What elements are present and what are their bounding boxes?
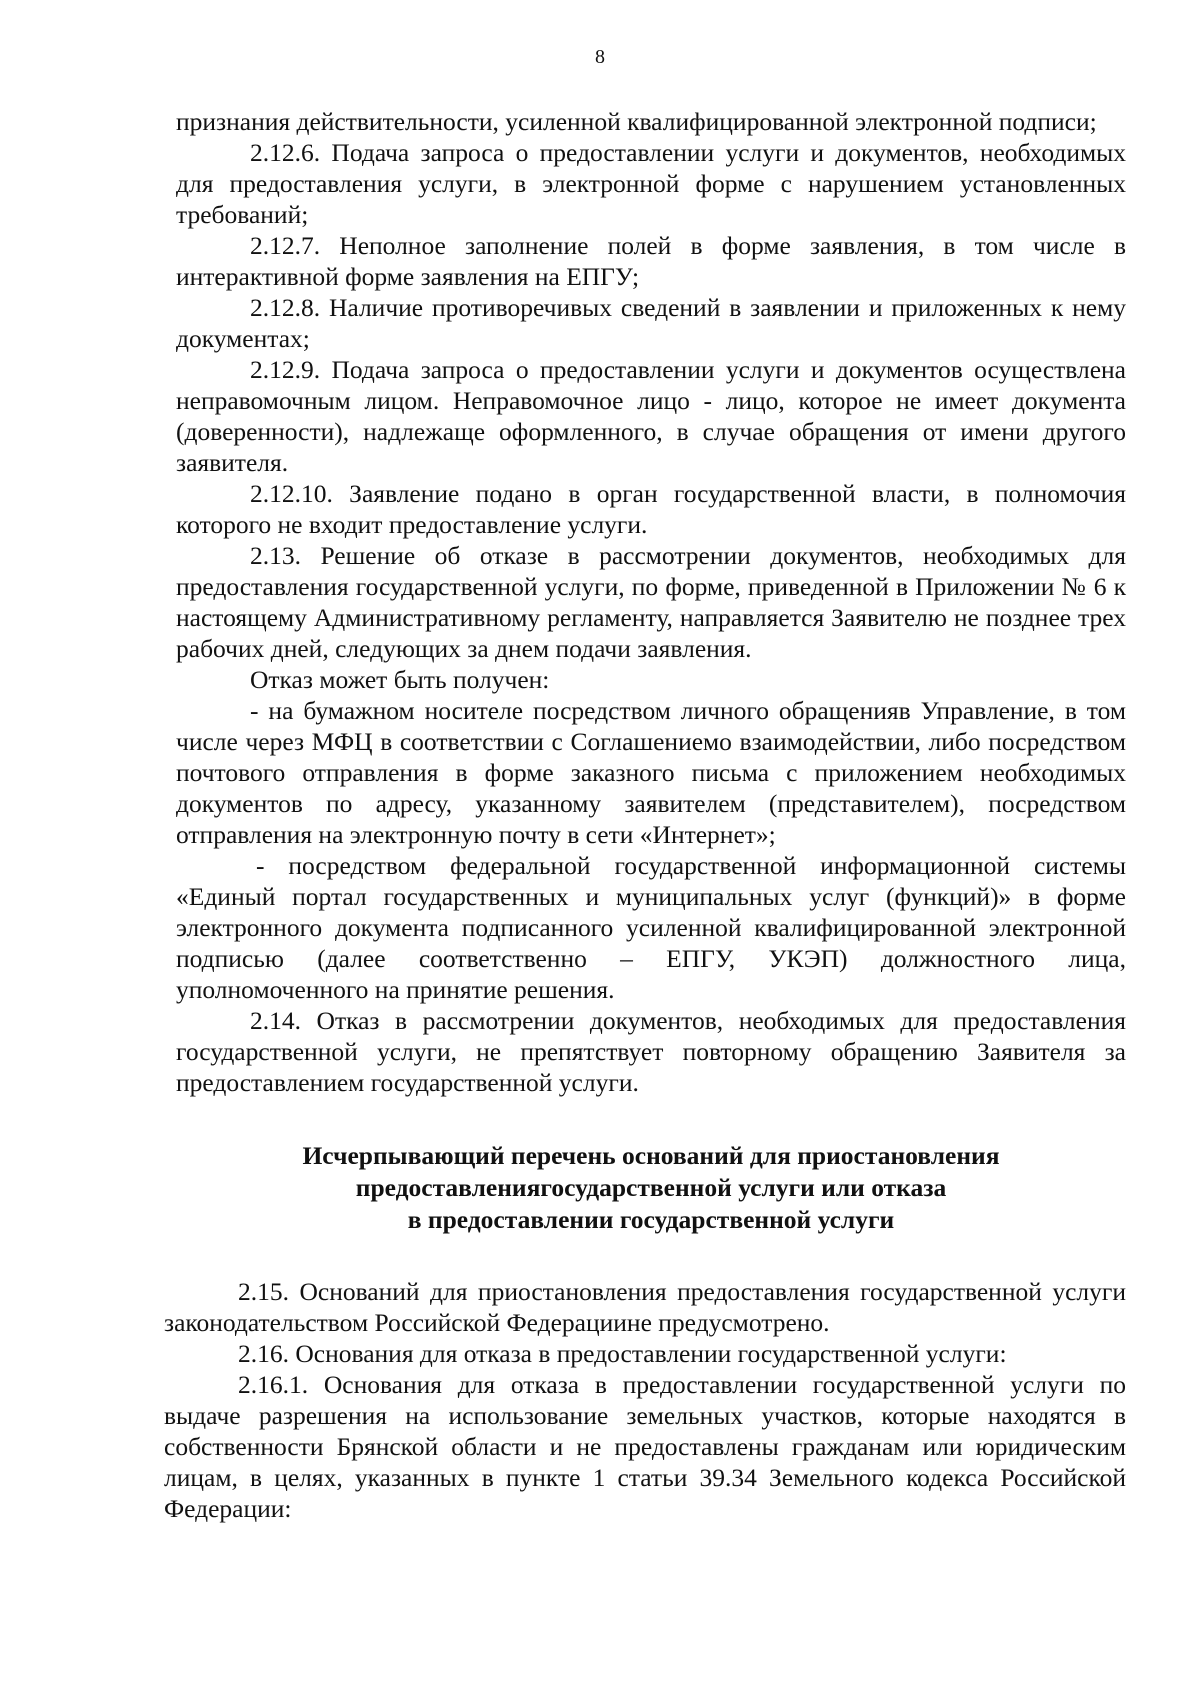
section-heading-line-3: в предоставлении государственной услуги bbox=[407, 1205, 895, 1234]
section-body bbox=[164, 1276, 1126, 1524]
page-number: 8 bbox=[595, 46, 605, 68]
section-heading bbox=[176, 1140, 1126, 1236]
paragraph-refusal-paper: - на бумажном носителе посредством личного обращенияв Управление, в том числе через МФЦ в соответствии с Соглашениемо взаимодействии, либо посредством почтового отправления в форме заказного письма с приложением необходимых документов по адресу, указанному заявителем (представителем), посредством отправления на электронную почту в сети «Интернет»; bbox=[176, 696, 1126, 849]
paragraph-2-16: 2.16. Основания для отказа в предоставлении государственной услуги: bbox=[238, 1339, 1007, 1368]
paragraph-2-12-10: 2.12.10. Заявление подано в орган государственной власти, в полномочия которого не входит предоставление услуги. bbox=[176, 479, 1126, 539]
section-heading-line-1: Исчерпывающий перечень оснований для приостановления bbox=[302, 1141, 1000, 1170]
paragraph-continuation: признания действительности, усиленной квалифицированной электронной подписи; bbox=[176, 107, 1097, 136]
paragraph-refusal-intro: Отказ может быть получен: bbox=[250, 665, 550, 694]
paragraph-2-12-7: 2.12.7. Неполное заполнение полей в форме заявления, в том числе в интерактивной форме заявления на ЕПГУ; bbox=[176, 231, 1126, 291]
paragraph-2-12-9: 2.12.9. Подача запроса о предоставлении услуги и документов осуществлена неправомочным лицом. Неправомочное лицо - лицо, которое не имеет документа (доверенности), надлежаще оформленного, в случае обращения от имени другого заявителя. bbox=[176, 355, 1126, 477]
paragraph-2-13: 2.13. Решение об отказе в рассмотрении документов, необходимых для предоставления государственной услуги, по форме, приведенной в Приложении № 6 к настоящему Административному регламенту, направляется Заявителю не позднее трех рабочих дней, следующих за днем подачи заявления. bbox=[176, 541, 1126, 663]
paragraph-2-16-1: 2.16.1. Основания для отказа в предоставлении государственной услуги по выдаче разрешения на использование земельных участков, которые находятся в собственности Брянской области и не предоставлены гражданам или юридическим лицам, в целях, указанных в пункте 1 статьи 39.34 Земельного кодекса Российской Федерации: bbox=[164, 1370, 1126, 1523]
paragraph-2-12-6: 2.12.6. Подача запроса о предоставлении услуги и документов, необходимых для предоставления услуги, в электронной форме с нарушением установленных требований; bbox=[176, 138, 1126, 229]
document-body bbox=[164, 106, 1126, 1524]
paragraph-2-15: 2.15. Оснований для приостановления предоставления государственной услуги законодательством Российской Федерациине предусмотрено. bbox=[164, 1277, 1126, 1337]
paragraph-2-12-8: 2.12.8. Наличие противоречивых сведений в заявлении и приложенных к нему документах; bbox=[176, 293, 1126, 353]
paragraph-2-14: 2.14. Отказ в рассмотрении документов, необходимых для предоставления государственной услуги, не препятствует повторному обращению Заявителя за предоставлением государственной услуги. bbox=[176, 1006, 1126, 1097]
section-heading-line-2: предоставлениягосударственной услуги или отказа bbox=[355, 1173, 947, 1202]
paragraph-refusal-epgu: - посредством федеральной государственной информационной системы «Единый портал государственных и муниципальных услуг (функций)» в форме электронного документа подписанного усиленной квалифицированной электронной подписью (далее соответственно – ЕПГУ, УКЭП) должностного лица, уполномоченного на принятие решения. bbox=[176, 851, 1126, 1004]
